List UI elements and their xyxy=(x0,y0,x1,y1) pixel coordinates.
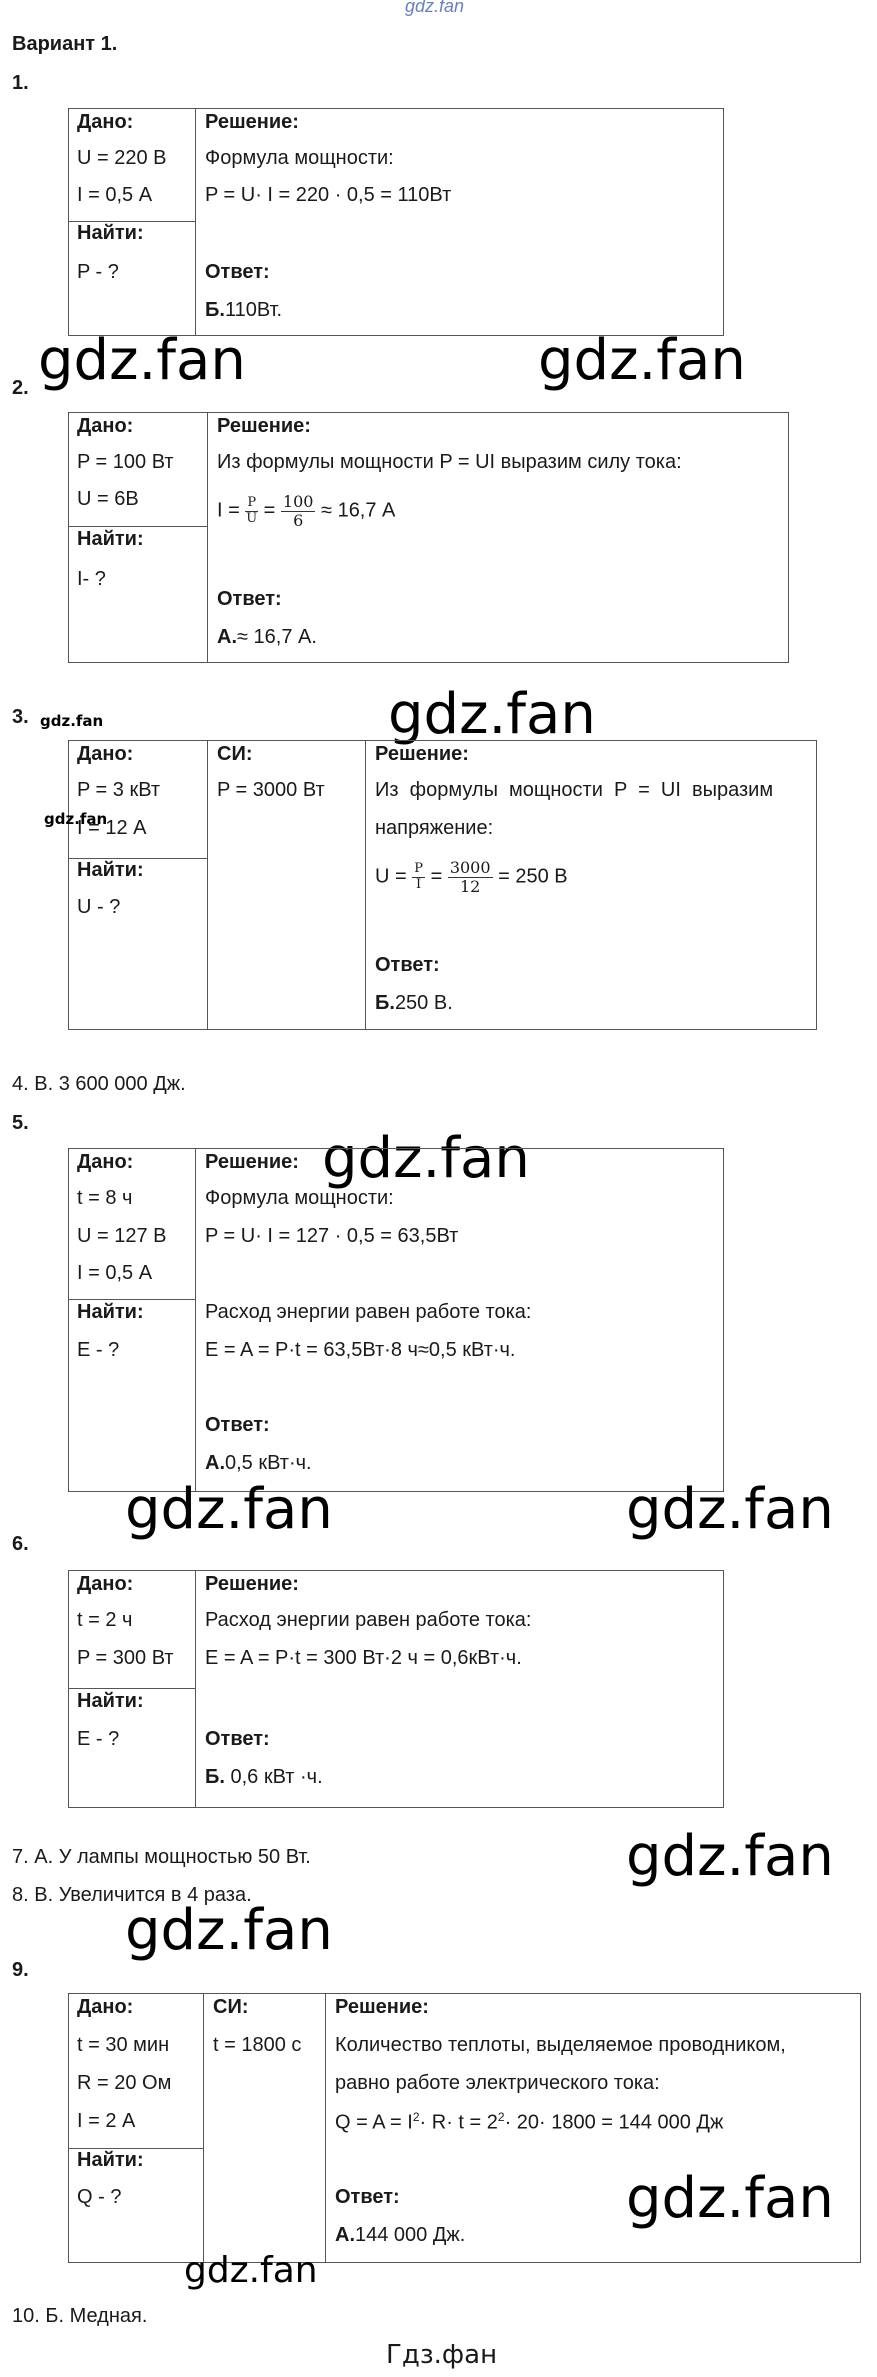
task5-answer-title: Ответ: xyxy=(205,1414,270,1436)
task1-given-title: Дано: xyxy=(77,111,134,133)
footer-watermark: Гдз.фан xyxy=(386,2340,498,2370)
watermark: gdz.fan xyxy=(388,682,596,747)
task9-find: Q - ? xyxy=(77,2186,122,2208)
task3-line-2: напряжение: xyxy=(375,817,494,839)
task5-line-4: E = A = P·t = 63,5Вт·8 ч≈0,5 кВт·ч. xyxy=(205,1339,516,1361)
task2-find-title: Найти: xyxy=(77,528,144,550)
task5-table xyxy=(68,1148,724,1492)
task5-given-2: U = 127 В xyxy=(77,1225,167,1247)
task5-find: E - ? xyxy=(77,1339,120,1361)
task3-solution-title: Решение: xyxy=(375,743,469,765)
task1-line-1: Формула мощности: xyxy=(205,147,394,169)
task9-line-1: Количество теплоты, выделяемое проводником, xyxy=(335,2034,786,2056)
watermark: gdz.fan xyxy=(125,1477,333,1542)
task1-number: 1. xyxy=(12,72,29,94)
task6-line-1: Расход энергии равен работе тока: xyxy=(205,1609,532,1631)
task1-line-2: P = U· I = 220 · 0,5 = 110Вт xyxy=(205,184,452,206)
task3-formula: U = $\frac{P}{I}$ = $\frac{3000}{12}$ = 250 В xyxy=(375,858,568,896)
task2-formula: I = $\frac{P}{U}$ = $\frac{100}{6}$ ≈ 16,7 А xyxy=(217,492,396,530)
task5-given-title: Дано: xyxy=(77,1151,134,1173)
header-watermark: gdz.fan xyxy=(405,0,465,16)
task6-answer-title: Ответ: xyxy=(205,1728,270,1750)
task9-si: t = 1800 с xyxy=(213,2034,302,2056)
task1-solution-title: Решение: xyxy=(205,111,299,133)
task1-find: P - ? xyxy=(77,261,119,283)
task9-formula: $Q = A = I^2\cdot R\cdot t = 2^2\cdot 20\cdot 1800 = 144$ 000 Дж xyxy=(335,2110,724,2134)
watermark: gdz.fan xyxy=(38,328,246,393)
task6-given-title: Дано: xyxy=(77,1573,134,1595)
task3-si-title: СИ: xyxy=(217,743,253,765)
task8-answer: 8. В. Увеличится в 4 раза. xyxy=(12,1884,252,1906)
task2-given-1: P = 100 Вт xyxy=(77,451,174,473)
task6-number: 6. xyxy=(12,1533,29,1555)
task2-given-title: Дано: xyxy=(77,415,134,437)
task3-given-title: Дано: xyxy=(77,743,134,765)
task1-given-1: U = 220 В xyxy=(77,147,167,169)
task3-given-1: P = 3 кВт xyxy=(77,779,161,801)
task2-answer: А.≈ 16,7 А. xyxy=(217,626,317,648)
task3-si: P = 3000 Вт xyxy=(217,779,325,801)
task6-solution-title: Решение: xyxy=(205,1573,299,1595)
task1-table xyxy=(68,108,724,336)
watermark: gdz.fan xyxy=(322,1126,530,1191)
task2-line-1: Из формулы мощности P = UI выразим силу тока: xyxy=(217,451,682,473)
task6-find-title: Найти: xyxy=(77,1690,144,1712)
task6-given-2: P = 300 Вт xyxy=(77,1647,174,1669)
task6-find: E - ? xyxy=(77,1728,120,1750)
task3-find: U - ? xyxy=(77,896,121,918)
task3-answer: Б.250 В. xyxy=(375,992,453,1014)
task9-given-1: t = 30 мин xyxy=(77,2034,170,2056)
task6-table xyxy=(68,1570,724,1808)
task6-line-2: E = A = P·t = 300 Вт·2 ч = 0,6кВт·ч. xyxy=(205,1647,522,1669)
task2-solution-title: Решение: xyxy=(217,415,311,437)
watermark: gdz.fan xyxy=(626,1477,834,1542)
task5-answer: А.0,5 кВт·ч. xyxy=(205,1452,312,1474)
task2-number: 2. xyxy=(12,377,29,399)
task1-find-title: Найти: xyxy=(77,222,144,244)
page-title: Вариант 1. xyxy=(12,33,118,55)
task5-solution-title: Решение: xyxy=(205,1151,299,1173)
watermark: gdz.fan xyxy=(538,328,746,393)
watermark: gdz.fan xyxy=(626,2166,834,2231)
watermark: gdz.fan xyxy=(125,1898,333,1963)
task3-table xyxy=(68,740,817,1030)
task5-line-1: Формула мощности: xyxy=(205,1187,394,1209)
watermark: gdz.fan xyxy=(626,1824,834,1889)
task9-given-2: R = 20 Ом xyxy=(77,2072,172,2094)
task5-number: 5. xyxy=(12,1112,29,1134)
task6-given-1: t = 2 ч xyxy=(77,1609,133,1631)
task9-find-title: Найти: xyxy=(77,2149,144,2171)
task3-given-2: I = 12 А xyxy=(77,817,147,839)
task3-line-1: Из формулы мощности P = UI выразим xyxy=(375,779,774,801)
task5-given-1: t = 8 ч xyxy=(77,1187,133,1209)
task2-table xyxy=(68,412,789,663)
task1-answer-title: Ответ: xyxy=(205,261,270,283)
task3-number: 3. xyxy=(12,706,29,728)
watermark-small: gdz.fan xyxy=(40,712,104,730)
task7-answer: 7. А. У лампы мощностью 50 Вт. xyxy=(12,1846,311,1868)
task4-answer: 4. В. 3 600 000 Дж. xyxy=(12,1073,186,1095)
task2-given-2: U = 6В xyxy=(77,488,139,510)
task2-answer-title: Ответ: xyxy=(217,588,282,610)
task5-find-title: Найти: xyxy=(77,1301,144,1323)
task1-answer: Б.110Вт. xyxy=(205,299,282,321)
task9-answer-title: Ответ: xyxy=(335,2186,400,2208)
task5-line-3: Расход энергии равен работе тока: xyxy=(205,1301,532,1323)
task9-answer: А.144 000 Дж. xyxy=(335,2224,466,2246)
task6-answer: Б. 0,6 кВт ·ч. xyxy=(205,1766,323,1788)
task9-line-2: равно работе электрического тока: xyxy=(335,2072,660,2094)
task9-given-3: I = 2 А xyxy=(77,2110,136,2132)
task5-line-2: P = U· I = 127 · 0,5 = 63,5Вт xyxy=(205,1225,459,1247)
task9-si-title: СИ: xyxy=(213,1996,249,2018)
task9-solution-title: Решение: xyxy=(335,1996,429,2018)
task9-given-title: Дано: xyxy=(77,1996,134,2018)
task1-given-2: I = 0,5 А xyxy=(77,184,153,206)
task9-number: 9. xyxy=(12,1959,29,1981)
watermark: gdz.fan xyxy=(184,2250,318,2291)
task2-find: I- ? xyxy=(77,568,106,590)
task10-answer: 10. Б. Медная. xyxy=(12,2305,148,2327)
task3-answer-title: Ответ: xyxy=(375,954,440,976)
watermark-small: gdz.fan xyxy=(44,810,108,828)
task3-find-title: Найти: xyxy=(77,859,144,881)
task5-given-3: I = 0,5 А xyxy=(77,1262,153,1284)
